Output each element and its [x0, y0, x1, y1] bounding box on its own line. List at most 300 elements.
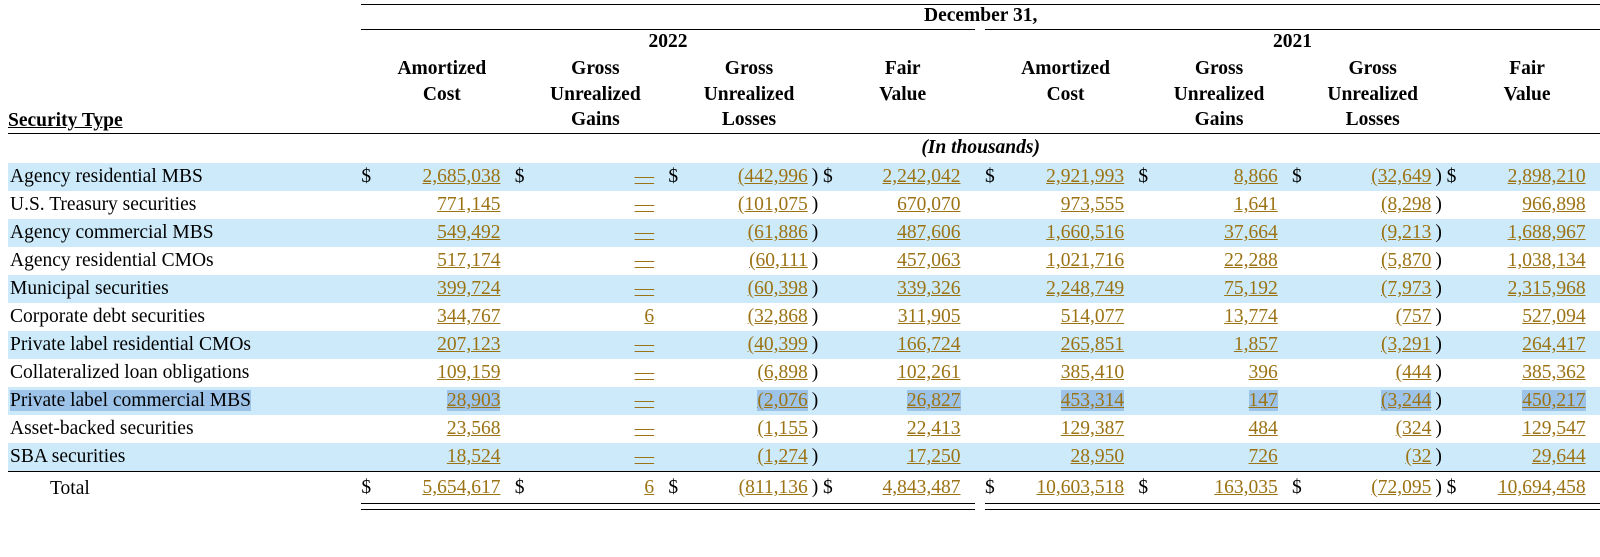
col-header-fair-value-2021-l3	[1469, 107, 1590, 133]
cell-y2021-2-paren: )	[1435, 194, 1442, 216]
cell-y2021-0-paren	[1128, 247, 1138, 275]
cell-y2021-2-paren: )	[1435, 275, 1446, 303]
column-header-row-1	[8, 56, 1600, 82]
cell-y2021-0-paren	[1128, 359, 1138, 387]
spacer-cell	[985, 82, 1007, 108]
rule-segment	[812, 504, 823, 510]
cell-y2022-1-value: —	[634, 362, 655, 384]
table-row[interactable]	[8, 275, 1600, 303]
cell-y2021-0-value: 129,387	[1060, 418, 1125, 440]
cell-y2022-0-paren	[504, 443, 514, 472]
cell-y2021-0-currency	[985, 387, 1007, 415]
spacer-cell	[658, 56, 668, 82]
cell-y2022-3-currency: $	[823, 163, 845, 191]
cell-y2022-1-currency	[515, 443, 537, 472]
cell-y2022-2-currency	[668, 219, 690, 247]
units-note: (In thousands)	[921, 137, 1040, 159]
spacer-cell	[1447, 107, 1469, 133]
spacer-cell	[1128, 82, 1138, 108]
cell-y2022-1-currency	[515, 387, 537, 415]
total-y2022-2-paren: )	[812, 472, 823, 504]
total-y2021-1-value: 163,035	[1160, 472, 1281, 504]
cell-y2022-0-value: 28,903	[383, 387, 504, 415]
spacer-cell	[8, 134, 361, 164]
cell-y2021-3-paren	[1590, 387, 1600, 415]
spacer-cell	[823, 56, 845, 82]
cell-y2022-1-currency	[515, 247, 537, 275]
cell-y2021-2-paren: )	[1435, 219, 1446, 247]
cell-y2022-2-paren: )	[811, 362, 819, 384]
column-gap	[975, 107, 985, 133]
cell-y2021-1-currency	[1138, 331, 1160, 359]
spacer-cell	[1282, 107, 1292, 133]
row-label: Municipal securities	[8, 275, 361, 303]
rule-segment	[1282, 504, 1292, 510]
year-header-row	[8, 30, 1600, 57]
cell-y2021-2-value: (444	[1395, 362, 1432, 384]
cell-y2022-3-paren	[965, 331, 975, 359]
rule-segment	[1435, 504, 1446, 510]
cell-y2021-2-paren: )	[1435, 163, 1446, 191]
cell-y2021-2-value: (7,973	[1314, 275, 1435, 303]
cell-y2021-3-value: 527,094	[1522, 306, 1586, 328]
cell-y2021-1-paren	[1282, 275, 1292, 303]
spacer-cell	[504, 107, 514, 133]
cell-y2021-3-paren	[1590, 443, 1600, 472]
cell-y2022-1-paren	[658, 275, 668, 303]
cell-y2022-0-currency	[361, 275, 383, 303]
total-y2021-0-paren	[1128, 472, 1138, 504]
cell-y2022-1-paren	[658, 443, 668, 472]
spacer-cell	[504, 82, 514, 108]
cell-y2022-0-value: 344,767	[437, 306, 501, 328]
total-y2021-0-currency: $	[985, 472, 1007, 504]
spacer-cell	[1292, 107, 1314, 133]
cell-y2021-3-currency	[1447, 247, 1469, 275]
total-y2021-3-currency: $	[1447, 472, 1469, 504]
col-header-losses-2021-l1: Gross	[1348, 58, 1397, 79]
cell-y2021-3-currency	[1447, 387, 1469, 415]
rule-segment	[1138, 504, 1160, 510]
cell-y2022-2-value: (32,868	[747, 306, 808, 328]
cell-y2022-2-currency	[668, 359, 690, 387]
cell-y2021-1-currency	[1138, 387, 1160, 415]
spacer-cell	[658, 82, 668, 108]
total-y2022-0-value: 5,654,617	[383, 472, 504, 504]
cell-y2022-2-paren: )	[811, 306, 819, 328]
row-label: Private label commercial MBS	[8, 387, 361, 415]
cell-y2022-3-paren	[965, 387, 975, 415]
cell-y2022-1-value: —	[537, 387, 658, 415]
row-label-header: Security Type	[8, 110, 123, 132]
cell-y2022-0-paren	[504, 275, 514, 303]
cell-y2022-1-value: 6	[644, 306, 655, 328]
spacer-cell	[1447, 56, 1469, 82]
cell-y2022-2-value: (442,996	[690, 163, 811, 191]
cell-y2022-2-value: (6,898	[757, 362, 808, 384]
cell-y2022-0-value: 399,724	[383, 275, 504, 303]
table-row[interactable]	[8, 303, 1600, 331]
cell-y2022-0-value: 207,123	[383, 331, 504, 359]
cell-y2021-2-paren: )	[1435, 418, 1442, 440]
column-gap	[975, 82, 985, 108]
total-row	[8, 472, 1600, 504]
cell-y2022-2-currency	[668, 191, 690, 219]
cell-y2022-3-currency	[823, 359, 845, 387]
rule-segment	[690, 504, 811, 510]
cell-y2022-3-value: 26,827	[845, 387, 965, 415]
cell-y2021-2-paren: )	[1435, 306, 1442, 328]
table-row[interactable]	[8, 331, 1600, 359]
cell-y2021-0-value: 1,021,716	[1046, 250, 1125, 272]
col-header-fair-value-2022-l3	[845, 107, 965, 133]
spacer-cell	[1128, 107, 1138, 133]
spacer-cell	[515, 107, 537, 133]
cell-y2022-0-value: 18,524	[383, 443, 504, 472]
cell-y2021-1-paren	[1282, 219, 1292, 247]
cell-y2021-3-currency	[1447, 359, 1469, 387]
year-header-2021: 2021	[985, 30, 1600, 57]
cell-y2022-2-currency	[668, 331, 690, 359]
total-y2021-0-value: 10,603,518	[1007, 472, 1128, 504]
cell-y2021-0-paren	[1128, 191, 1138, 219]
spacer-cell	[668, 56, 690, 82]
cell-y2021-2-paren: )	[1435, 362, 1442, 384]
rule-segment	[1007, 504, 1128, 510]
cell-y2021-3-paren	[1590, 191, 1600, 219]
column-gap	[975, 415, 985, 443]
col-header-gains-2021-l2: Unrealized	[1173, 83, 1265, 105]
cell-y2022-3-currency	[823, 331, 845, 359]
cell-y2021-1-value: 726	[1160, 443, 1281, 472]
row-label: Agency commercial MBS	[8, 219, 361, 247]
spacer-cell	[361, 82, 383, 108]
spacer-cell	[1282, 56, 1292, 82]
cell-y2022-2-value: (2,076	[690, 387, 811, 415]
cell-y2021-3-value: 1,688,967	[1469, 219, 1590, 247]
total-y2021-2-currency: $	[1292, 472, 1314, 504]
rule-segment	[1314, 504, 1435, 510]
cell-y2021-1-paren	[1282, 191, 1292, 219]
column-gap	[975, 443, 985, 472]
cell-y2021-0-currency: $	[985, 163, 1007, 191]
cell-y2022-3-currency	[823, 275, 845, 303]
cell-y2021-0-value: 973,555	[1060, 194, 1125, 216]
cell-y2021-1-value: 13,774	[1224, 306, 1278, 328]
cell-y2021-1-currency: $	[1138, 163, 1160, 191]
total-y2021-1-currency: $	[1138, 472, 1160, 504]
col-header-amortized-cost-2021-l1: Amortized	[1021, 58, 1110, 79]
spacer-cell	[515, 56, 537, 82]
cell-y2022-3-value: 22,413	[906, 418, 961, 440]
cell-y2022-0-currency	[361, 219, 383, 247]
cell-y2021-0-paren	[1128, 163, 1138, 191]
cell-y2022-2-value: (40,399	[690, 331, 811, 359]
cell-y2022-1-value: —	[537, 275, 658, 303]
total-y2022-1-paren	[658, 472, 668, 504]
cell-y2021-3-currency	[1447, 191, 1469, 219]
cell-y2021-0-currency	[985, 219, 1007, 247]
cell-y2021-1-value: 37,664	[1160, 219, 1281, 247]
spacer-cell	[1590, 82, 1600, 108]
total-y2022-3-paren	[965, 472, 975, 504]
cell-y2021-0-value: 385,410	[1060, 362, 1125, 384]
rule-segment	[537, 504, 658, 510]
cell-y2022-2-value: (101,075	[737, 194, 808, 216]
cell-y2021-2-paren: )	[1435, 331, 1446, 359]
table-row[interactable]	[8, 219, 1600, 247]
cell-y2022-0-paren	[504, 247, 514, 275]
spacer-cell	[1590, 56, 1600, 82]
total-y2022-3-value: 4,843,487	[845, 472, 965, 504]
column-gap	[975, 56, 985, 82]
table-row[interactable]	[8, 191, 1600, 219]
row-label: Corporate debt securities	[10, 306, 205, 328]
table-row[interactable]	[8, 359, 1600, 387]
cell-y2022-0-value: 2,685,038	[383, 163, 504, 191]
col-header-amortized-cost-2022-l2: Cost	[422, 83, 461, 105]
spacer-cell	[668, 107, 690, 133]
spacer-cell	[361, 107, 383, 133]
cell-y2022-3-paren	[965, 247, 975, 275]
cell-y2021-2-value: (8,298	[1381, 194, 1432, 216]
row-label: Collateralized loan obligations	[10, 362, 250, 384]
total-y2021-1-paren	[1282, 472, 1292, 504]
spacer-cell	[812, 56, 823, 82]
cell-y2021-1-value: 22,288	[1224, 250, 1278, 272]
spacer-cell	[1128, 56, 1138, 82]
cell-y2021-1-currency	[1138, 359, 1160, 387]
col-header-gains-2021-l1: Gross	[1194, 58, 1244, 79]
cell-y2022-3-value: 17,250	[845, 443, 965, 472]
cell-y2022-2-currency	[668, 247, 690, 275]
period-header: December 31,	[361, 5, 1600, 30]
cell-y2021-1-value: 1,857	[1160, 331, 1281, 359]
cell-y2021-1-paren	[1282, 415, 1292, 443]
cell-y2022-1-currency	[515, 331, 537, 359]
column-gap	[975, 504, 985, 510]
cell-y2021-0-currency	[985, 331, 1007, 359]
cell-y2022-1-paren	[658, 359, 668, 387]
spacer-cell	[658, 107, 668, 133]
cell-y2021-1-currency	[1138, 275, 1160, 303]
cell-y2022-1-currency	[515, 359, 537, 387]
cell-y2021-3-currency	[1447, 303, 1469, 331]
cell-y2022-2-value: (60,398	[690, 275, 811, 303]
cell-y2022-0-currency: $	[361, 163, 383, 191]
total-y2021-3-value: 10,694,458	[1469, 472, 1590, 504]
cell-y2022-2-currency: $	[668, 163, 690, 191]
cell-y2022-2-value: (1,274	[690, 443, 811, 472]
cell-y2021-3-paren	[1590, 163, 1600, 191]
cell-y2021-0-paren	[1128, 219, 1138, 247]
column-header-row-3	[8, 107, 1600, 133]
cell-y2022-2-currency	[668, 387, 690, 415]
cell-y2021-2-currency: $	[1292, 163, 1314, 191]
cell-y2022-1-currency	[515, 191, 537, 219]
cell-y2022-1-value: —	[537, 163, 658, 191]
year-header-2022: 2022	[361, 30, 974, 57]
spacer-cell	[8, 30, 361, 57]
cell-y2022-3-value: 166,724	[845, 331, 965, 359]
cell-y2022-1-currency: $	[515, 163, 537, 191]
cell-y2021-3-value: 264,417	[1469, 331, 1590, 359]
cell-y2022-0-currency	[361, 247, 383, 275]
cell-y2021-1-value: 396	[1248, 362, 1278, 384]
table-row[interactable]	[8, 247, 1600, 275]
cell-y2021-2-currency	[1292, 219, 1314, 247]
total-y2022-0-paren	[504, 472, 514, 504]
col-header-amortized-cost-2021-l3	[1007, 107, 1128, 133]
cell-y2021-1-paren	[1282, 387, 1292, 415]
spacer-cell	[823, 82, 845, 108]
cell-y2022-3-paren	[965, 219, 975, 247]
col-header-losses-2022-l1: Gross	[724, 58, 774, 79]
investment-securities-table	[8, 4, 1600, 510]
cell-y2021-1-value: 147	[1160, 387, 1281, 415]
cell-y2021-3-currency	[1447, 443, 1469, 472]
spacer-cell	[1435, 82, 1446, 108]
cell-y2022-0-paren	[504, 163, 514, 191]
cell-y2022-1-currency	[515, 415, 537, 443]
cell-y2021-1-currency	[1138, 191, 1160, 219]
rule-segment	[1160, 504, 1281, 510]
table-row[interactable]	[8, 415, 1600, 443]
col-header-losses-2022-l2: Unrealized	[703, 83, 795, 105]
cell-y2022-2-paren: )	[811, 250, 819, 272]
table-row[interactable]	[8, 387, 1600, 415]
spacer-cell	[1292, 56, 1314, 82]
cell-y2021-3-currency	[1447, 415, 1469, 443]
rule-segment	[1469, 504, 1590, 510]
rule-segment	[1447, 504, 1469, 510]
cell-y2022-2-paren: )	[812, 163, 823, 191]
cell-y2021-3-value: 2,898,210	[1469, 163, 1590, 191]
cell-y2022-3-currency	[823, 443, 845, 472]
cell-y2021-0-value: 514,077	[1060, 306, 1125, 328]
cell-y2021-0-value: 2,248,749	[1007, 275, 1128, 303]
cell-y2021-2-currency	[1292, 387, 1314, 415]
cell-y2022-2-value: (1,155	[757, 418, 808, 440]
cell-y2022-3-paren	[965, 303, 975, 331]
col-header-fair-value-2022-l2: Value	[879, 83, 927, 105]
column-gap	[975, 359, 985, 387]
column-gap	[975, 331, 985, 359]
cell-y2021-3-currency	[1447, 331, 1469, 359]
cell-y2022-1-value: —	[634, 250, 655, 272]
cell-y2021-2-value: (5,870	[1381, 250, 1432, 272]
cell-y2022-0-paren	[504, 387, 514, 415]
rule-segment	[1292, 504, 1314, 510]
period-header-row	[8, 5, 1600, 30]
cell-y2021-2-value: (3,244	[1314, 387, 1435, 415]
spacer-cell	[1138, 107, 1160, 133]
cell-y2022-1-paren	[658, 163, 668, 191]
cell-y2022-0-currency	[361, 303, 383, 331]
cell-y2022-3-value: 102,261	[897, 362, 961, 384]
cell-y2021-0-currency	[985, 303, 1007, 331]
cell-y2022-0-paren	[504, 359, 514, 387]
spacer-cell	[1447, 82, 1469, 108]
cell-y2021-0-value: 28,950	[1007, 443, 1128, 472]
spacer-cell	[361, 56, 383, 82]
cell-y2022-0-paren	[504, 415, 514, 443]
column-gap	[975, 387, 985, 415]
cell-y2021-1-currency	[1138, 443, 1160, 472]
table-body	[8, 163, 1600, 510]
cell-y2021-1-paren	[1282, 247, 1292, 275]
col-header-losses-2022-l3: Losses	[721, 109, 777, 131]
rule-segment	[985, 504, 1007, 510]
cell-y2022-1-currency	[515, 219, 537, 247]
table-row[interactable]	[8, 443, 1600, 472]
cell-y2022-3-value: 339,326	[845, 275, 965, 303]
total-label: Total	[8, 472, 361, 504]
spacer-cell	[1435, 56, 1446, 82]
cell-y2022-3-value: 2,242,042	[845, 163, 965, 191]
cell-y2021-0-paren	[1128, 415, 1138, 443]
rule-segment	[504, 504, 514, 510]
rule-segment	[515, 504, 537, 510]
cell-y2022-3-value: 311,905	[897, 306, 961, 328]
cell-y2022-2-currency	[668, 303, 690, 331]
spacer-cell	[1292, 82, 1314, 108]
cell-y2022-0-currency	[361, 359, 383, 387]
table-row[interactable]	[8, 163, 1600, 191]
cell-y2021-3-value: 385,362	[1522, 362, 1586, 384]
cell-y2021-2-paren: )	[1435, 250, 1442, 272]
cell-y2021-3-value: 450,217	[1469, 387, 1590, 415]
cell-y2022-1-value: —	[537, 219, 658, 247]
row-label: Agency residential MBS	[8, 163, 361, 191]
cell-y2021-2-currency	[1292, 303, 1314, 331]
cell-y2021-1-value: 1,641	[1233, 194, 1278, 216]
cell-y2021-3-paren	[1590, 415, 1600, 443]
rule-segment	[1128, 504, 1138, 510]
cell-y2021-0-value: 453,314	[1007, 387, 1128, 415]
cell-y2022-3-paren	[965, 163, 975, 191]
spacer-cell	[985, 107, 1007, 133]
cell-y2021-0-paren	[1128, 387, 1138, 415]
cell-y2021-3-value: 966,898	[1522, 194, 1586, 216]
cell-y2021-0-currency	[985, 275, 1007, 303]
total-y2022-2-value: (811,136	[690, 472, 811, 504]
cell-y2021-3-paren	[1590, 359, 1600, 387]
cell-y2021-2-paren: )	[1435, 443, 1446, 472]
cell-y2022-3-value: 457,063	[897, 250, 961, 272]
cell-y2022-2-currency	[668, 275, 690, 303]
rule-segment	[845, 504, 965, 510]
cell-y2021-1-currency	[1138, 415, 1160, 443]
col-header-fair-value-2021-l1: Fair	[1509, 58, 1545, 79]
spacer-cell	[965, 56, 975, 82]
spacer-cell	[8, 5, 361, 30]
cell-y2022-3-currency	[823, 303, 845, 331]
cell-y2021-2-value: (32,649	[1314, 163, 1435, 191]
total-y2021-2-paren: )	[1435, 472, 1446, 504]
cell-y2021-0-value: 2,921,993	[1007, 163, 1128, 191]
cell-y2022-2-currency	[668, 415, 690, 443]
col-header-fair-value-2022-l1: Fair	[884, 58, 921, 79]
cell-y2021-2-value: (9,213	[1314, 219, 1435, 247]
cell-y2022-0-currency	[361, 415, 383, 443]
cell-y2021-3-value: 29,644	[1469, 443, 1590, 472]
cell-y2021-3-paren	[1590, 219, 1600, 247]
col-header-amortized-cost-2022-l1: Amortized	[397, 58, 487, 79]
cell-y2022-3-currency	[823, 415, 845, 443]
cell-y2022-0-currency	[361, 191, 383, 219]
cell-y2022-3-paren	[965, 359, 975, 387]
